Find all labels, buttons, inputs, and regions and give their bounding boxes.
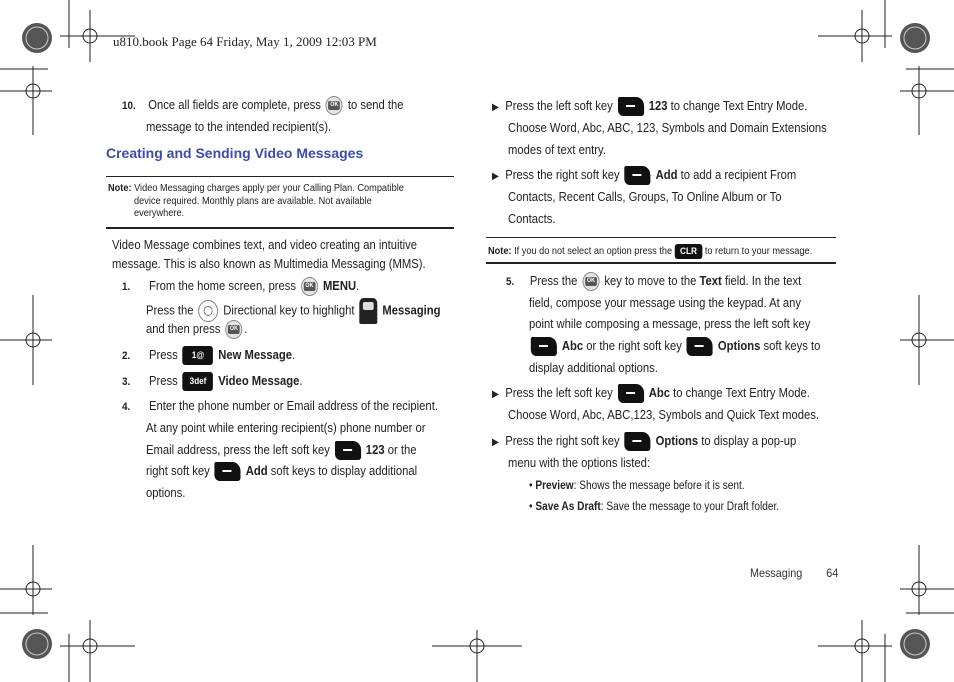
step-text: to send the xyxy=(347,98,404,112)
step-10-cont: message to the intended recipient(s). xyxy=(146,120,332,134)
step-text: Press the xyxy=(529,274,578,288)
soft-key-label: 123 xyxy=(648,99,668,113)
soft-key-label: 123 xyxy=(365,443,385,457)
bullet-3-line-2: Choose Word, Abc, ABC,123, Symbols and Quick Text modes. xyxy=(508,408,819,422)
bullet-dot-icon: • xyxy=(529,501,533,513)
soft-key-label: Options xyxy=(655,434,699,448)
step-number: 1. xyxy=(122,281,131,293)
step-5 xyxy=(506,271,801,294)
ok-key-icon xyxy=(326,96,343,115)
section-heading: Creating and Sending Video Messages xyxy=(106,145,364,161)
soft-key-label: Abc xyxy=(648,386,670,400)
messaging-label: Messaging xyxy=(382,303,441,318)
step-text: right soft key xyxy=(146,464,210,478)
step-4 xyxy=(122,396,438,419)
step-1-line-3 xyxy=(146,319,247,341)
sub-bullet-label: Preview xyxy=(535,480,574,492)
note-text: If you do not select an option press the xyxy=(514,246,673,258)
step-text: . xyxy=(292,348,296,362)
bullet-text: to display a pop-up xyxy=(701,434,797,448)
video-message-label: Video Message xyxy=(218,374,300,388)
step-5-line-4 xyxy=(529,336,820,358)
bullet-1-line-3: modes of text entry. xyxy=(508,143,606,157)
arrow-bullet-icon: ▶ xyxy=(492,389,499,400)
soft-key-label: Add xyxy=(245,464,268,478)
sub-bullet-preview xyxy=(529,476,745,497)
soft-key-label: Options xyxy=(717,339,761,353)
step-text: From the home screen, press xyxy=(149,279,296,293)
messaging-icon xyxy=(359,298,377,324)
right-soft-key-icon xyxy=(625,432,651,451)
step-number: 10. xyxy=(122,100,136,112)
step-10 xyxy=(122,95,404,118)
bullet-1 xyxy=(492,96,807,119)
step-text: Press xyxy=(149,374,178,388)
step-4-line-2: At any point while entering recipient(s) phone number or xyxy=(146,421,426,435)
menu-label: MENU xyxy=(322,279,357,293)
step-text: and then press xyxy=(146,322,221,336)
step-text: Press xyxy=(149,348,178,362)
bullet-1-line-2: Choose Word, Abc, ABC, 123, Symbols and Domain Extensions xyxy=(508,121,827,135)
step-4-line-3 xyxy=(146,440,416,462)
note-clr xyxy=(488,244,812,259)
left-soft-key-icon xyxy=(531,337,557,356)
step-text: or the right soft key xyxy=(586,339,682,353)
bullet-text: Press the right soft key xyxy=(505,434,620,448)
key-1-icon: 1@ xyxy=(183,346,214,365)
soft-key-label: Abc xyxy=(561,339,584,353)
step-number: 2. xyxy=(122,350,131,362)
step-text: . xyxy=(356,279,360,293)
right-soft-key-icon xyxy=(687,337,713,356)
bullet-2-line-3: Contacts. xyxy=(508,212,556,226)
step-text: soft keys to xyxy=(763,339,821,353)
step-2 xyxy=(122,345,295,368)
step-text: soft keys to display additional xyxy=(270,464,418,478)
left-soft-key-icon xyxy=(618,384,644,403)
key-3-icon: 3def xyxy=(183,372,214,391)
bullet-text: to change Text Entry Mode. xyxy=(670,99,808,113)
step-text: field. In the text xyxy=(724,274,802,288)
note-bottom-rule xyxy=(106,227,454,229)
bullet-text: Press the left soft key xyxy=(505,99,613,113)
book-info-header: u810.book Page 64 Friday, May 1, 2009 12:03 PM xyxy=(113,34,377,49)
bullet-text: Press the right soft key xyxy=(505,168,620,182)
soft-key-label: Add xyxy=(655,168,678,182)
right-soft-key-icon xyxy=(215,462,241,481)
step-5-line-3: point while composing a message, press the left soft key xyxy=(529,317,811,331)
bullet-dot-icon: • xyxy=(529,480,533,492)
sub-bullet-text: : Shows the message before it is sent. xyxy=(573,480,745,492)
note-bottom-rule xyxy=(486,262,836,264)
intro-line-2: message. This is also known as Multimedia Messaging (MMS). xyxy=(112,257,426,271)
bullet-text: to change Text Entry Mode. xyxy=(673,386,810,400)
note-line-1 xyxy=(108,183,404,196)
step-number: 4. xyxy=(122,401,131,413)
intro-line-1: Video Message combines text, and video creating an intuitive xyxy=(112,238,417,252)
step-text: Email address, press the left soft key xyxy=(146,443,330,457)
step-4-line-5: options. xyxy=(146,486,186,500)
new-message-label: New Message xyxy=(218,348,293,362)
step-5-line-2: field, compose your message using the keypad. At any xyxy=(529,296,802,310)
note-top-rule xyxy=(486,237,836,238)
note-label: Note: xyxy=(108,183,132,194)
bullet-text: to add a recipient From xyxy=(680,168,797,182)
sub-bullet-save-draft xyxy=(529,497,779,518)
step-text: . xyxy=(244,322,248,336)
note-text: to return to your message. xyxy=(704,246,813,258)
bullet-4 xyxy=(492,431,796,454)
bullet-4-line-2: menu with the options listed: xyxy=(508,456,650,470)
step-text: Press the xyxy=(146,303,194,318)
bullet-3 xyxy=(492,383,810,406)
arrow-bullet-icon: ▶ xyxy=(492,102,499,113)
page-number: 64 xyxy=(826,566,839,580)
step-5-line-5: display additional options. xyxy=(529,361,658,375)
step-text: Enter the phone number or Email address of the recipient. xyxy=(149,399,438,413)
arrow-bullet-icon: ▶ xyxy=(492,171,499,182)
step-4-line-4 xyxy=(146,461,417,483)
left-soft-key-icon xyxy=(618,97,644,116)
step-number: 3. xyxy=(122,376,131,388)
arrow-bullet-icon: ▶ xyxy=(492,437,499,448)
left-soft-key-icon xyxy=(335,441,361,460)
note-line-2: device required. Monthly plans are available. Not available xyxy=(134,196,372,207)
sub-bullet-label: Save As Draft xyxy=(535,501,601,513)
bullet-text: Press the left soft key xyxy=(505,386,613,400)
note-text: Video Messaging charges apply per your Calling Plan. Compatible xyxy=(134,183,404,194)
step-3 xyxy=(122,371,302,394)
clr-key-icon: CLR xyxy=(675,244,703,259)
step-text: key to move to the xyxy=(604,274,697,288)
step-text: Once all fields are complete, press xyxy=(148,98,321,112)
step-number: 5. xyxy=(506,276,515,288)
bullet-2-line-2: Contacts, Recent Calls, Groups, To Online Album or To xyxy=(508,190,782,204)
ok-key-icon xyxy=(301,277,318,296)
text-field-label: Text xyxy=(699,274,722,288)
note-top-rule xyxy=(106,176,454,177)
step-text: or the xyxy=(387,443,417,457)
ok-key-icon xyxy=(225,320,242,339)
page-footer xyxy=(750,566,838,580)
note-label: Note: xyxy=(488,246,512,258)
right-soft-key-icon xyxy=(625,166,651,185)
bullet-2 xyxy=(492,165,796,188)
ok-key-icon xyxy=(582,272,599,291)
note-line-3: everywhere. xyxy=(134,208,185,219)
step-text: Directional key to highlight xyxy=(223,303,355,318)
step-1 xyxy=(122,276,359,299)
footer-section: Messaging xyxy=(750,566,803,580)
step-text: . xyxy=(299,374,303,388)
sub-bullet-text: : Save the message to your Draft folder. xyxy=(600,501,780,513)
